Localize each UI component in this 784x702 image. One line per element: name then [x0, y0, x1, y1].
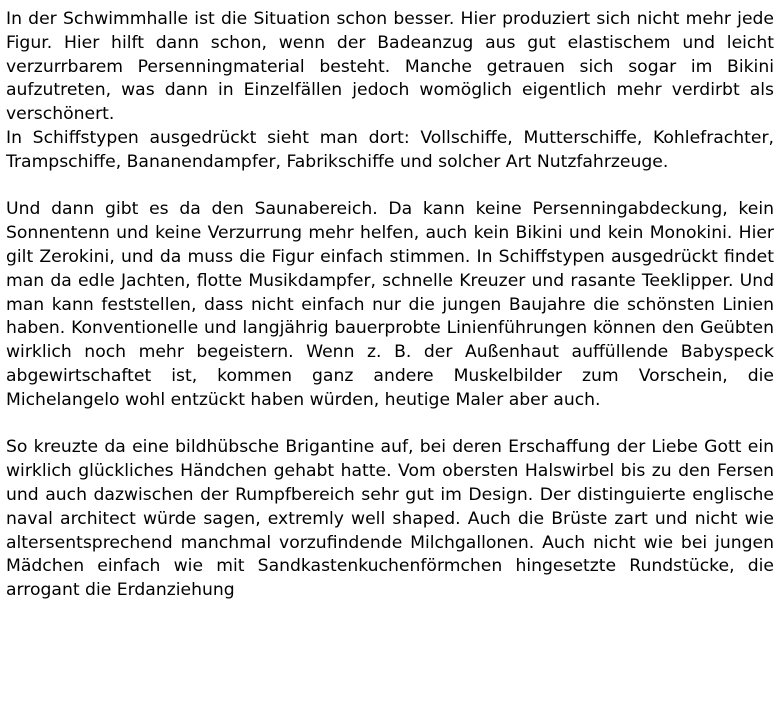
paragraph-schiffstypen-schwimmhalle: In Schiffstypen ausgedrückt sieht man dort: Vollschiffe, Mutterschiffe, Kohlefrachter, Trampschiffe, Bananendampfer, Fabrikschiffe und solcher Art Nutzfahrzeuge.	[6, 127, 774, 172]
paragraph-schwimmhalle: In der Schwimmhalle ist die Situation schon besser. Hier produziert sich nicht mehr jede Figur. Hier hilft dann schon, wenn der Badeanzug aus gut elastischem und leicht verzurrbarem Persenningmaterial besteht. Manche getrauen sich sogar im Bikini aufzutreten, was dann in Einzelfällen jedoch womöglich eigentlich mehr verdirbt als verschönert.	[6, 9, 774, 125]
paragraph-saunabereich: Und dann gibt es da den Saunabereich. Da kann keine Persenningabdeckung, kein Sonnentenn und keine Verzurrung mehr helfen, auch kein Bikini und kein Monokini. Hier gilt Zerokini, und da muss die Figur einfach stimmen. In Schiffstypen ausgedrückt findet man da edle Jachten, flotte Musikdampfer, schnelle Kreuzer und rasante Teeklipper. Und man kann feststellen, dass nicht einfach nur die jungen Baujahre die schönsten Linien haben. Konventionelle und langjährig bauerprobte Linienführungen können den Geübten wirklich noch mehr begeistern. Wenn z. B. der Außenhaut auffüllende Babyspeck abgewirtschaftet ist, kommen ganz andere Muskelbilder zum Vorschein, die Michelangelo wohl entzückt haben würden, heutige Maler aber auch.	[6, 199, 774, 410]
document-page	[6, 8, 774, 603]
paragraph-brigantine: So kreuzte da eine bildhübsche Brigantine auf, bei deren Erschaffung der Liebe Gott ein wirklich glückliches Händchen gehabt hatte. Vom obersten Halswirbel bis zu den Fersen und auch dazwischen der Rumpfbereich sehr gut im Design. Der distinguierte englische naval architect würde sagen, extremly well shaped. Auch die Brüste zart und nicht wie altersentsprechend manchmal vorzufindende Milchgallonen. Auch nicht wie bei jungen Mädchen einfach wie mit Sandkastenkuchenförmchen hingesetzte Rundstücke, die arrogant die Erdanziehung	[6, 437, 774, 601]
